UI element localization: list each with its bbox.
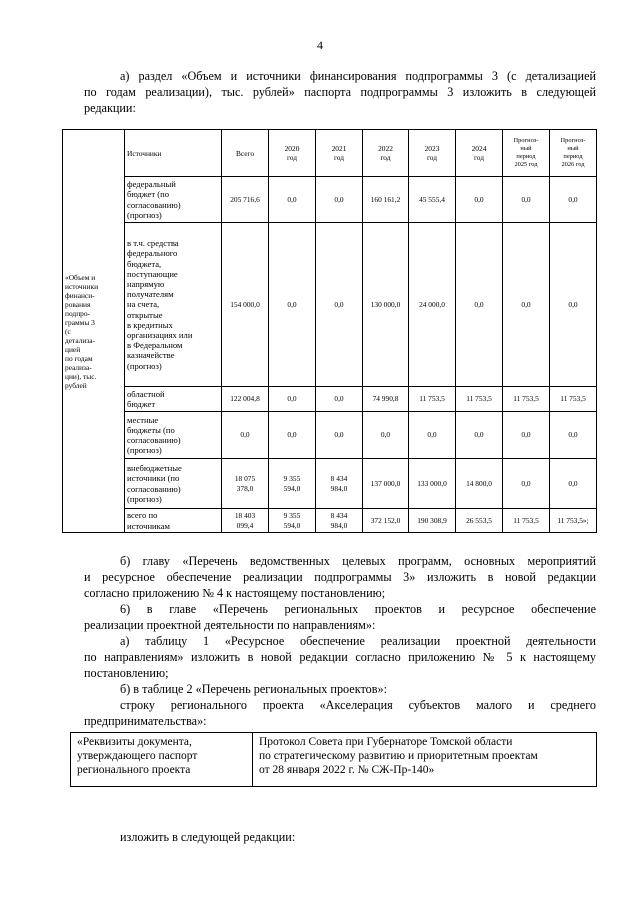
source-line: внебюджетные (127, 463, 182, 474)
cell-line: год (426, 153, 438, 162)
header-2023 (409, 130, 456, 177)
value-cell (316, 177, 363, 223)
value-line: 0,0 (521, 430, 531, 440)
table-row (63, 387, 597, 412)
cell-line: утверждающего паспорт (77, 750, 198, 762)
source-line: местные (127, 414, 159, 425)
source-line: поступающие (127, 268, 178, 279)
source-line: получателям (127, 289, 174, 300)
value-line: 0,0 (287, 394, 297, 404)
value-line: 984,0 (330, 483, 348, 493)
intro-line: редакции: (84, 101, 136, 115)
table-header-row (63, 130, 597, 177)
source-line: бюджеты (по (127, 424, 175, 435)
requisites-label-cell (71, 733, 253, 787)
value-cell (456, 509, 503, 533)
value-cell (363, 509, 409, 533)
value-line: 160 161,2 (370, 194, 401, 204)
intro-line: по годам реализации), тыс. рублей» паспорта подпрограммы 3 изложить в следующей (84, 85, 596, 99)
value-line: 11 753,5 (466, 394, 492, 404)
left-label (65, 273, 122, 390)
requisites-table (70, 732, 597, 787)
value-cell (363, 223, 409, 387)
value-line: 8 434 (330, 473, 348, 483)
value-cell (269, 459, 316, 509)
value-line: 130 000,0 (370, 299, 401, 309)
paragraph-row-project (84, 697, 596, 729)
value-line: 0,0 (334, 194, 344, 204)
value-line: 190 308,9 (417, 515, 447, 525)
value-line: 11 753,5 (560, 394, 586, 404)
header-forecast-2026 (550, 130, 597, 177)
value-cell (550, 459, 597, 509)
value-line: 0,0 (568, 299, 578, 309)
table-row (63, 223, 597, 387)
value-cell (363, 387, 409, 412)
value-cell (222, 459, 269, 509)
left-label-line: финанси- (65, 290, 95, 300)
value-line: 74 990,8 (372, 394, 399, 404)
value-line: 11 753,5 (419, 394, 445, 404)
paragraph-line: согласно приложению № 4 к настоящему постановлению; (84, 586, 386, 600)
closing-line: изложить в следующей редакции: (120, 830, 296, 844)
source-line: бюджет (по (127, 189, 170, 200)
value-cell (409, 459, 456, 509)
left-label-line: цией (65, 344, 81, 354)
source-line: организациях или (127, 330, 193, 340)
value-cell (363, 459, 409, 509)
source-line: согласованию) (127, 435, 181, 445)
source-line: всего по (127, 510, 158, 521)
paragraph-b-table2 (84, 681, 596, 697)
value-cell (222, 412, 269, 459)
paragraph-line: по направлениям» изложить в новой редакции согласно приложению № 5 к настоящему (84, 650, 596, 664)
paragraph-line: строку регионального проекта «Акселерация субъектов малого и среднего (120, 698, 596, 712)
value-line: 154 000,0 (230, 299, 260, 309)
header-forecast-2025 (503, 130, 550, 177)
source-cell (125, 412, 222, 459)
source-cell (125, 223, 222, 387)
header-2024 (456, 130, 503, 177)
cell-line: 2021 (331, 144, 347, 153)
value-cell (409, 177, 456, 223)
value-line: 18 075 (234, 473, 256, 483)
cell-line: по стратегическому развитию и приоритетным проектам (259, 750, 538, 762)
left-label-line: «Объем и (65, 272, 96, 282)
value-line: 0,0 (287, 430, 297, 440)
value-line: 0,0 (474, 194, 484, 204)
table-row (63, 509, 597, 533)
closing-paragraph (84, 829, 596, 845)
source-line: (прогноз) (127, 445, 162, 456)
value-cell (456, 223, 503, 387)
value-cell (550, 223, 597, 387)
value-line: 0,0 (568, 478, 578, 488)
value-line: 984,0 (330, 520, 348, 530)
cell-line: 2020 (284, 144, 300, 153)
value-cell (316, 387, 363, 412)
value-line: 45 555,4 (419, 194, 445, 204)
value-cell (363, 177, 409, 223)
value-line: 24 000,0 (419, 299, 445, 309)
value-line: 0,0 (287, 194, 297, 204)
paragraph-line: 6) в главе «Перечень региональных проектов и ресурсное обеспечение (120, 602, 596, 616)
paragraph-line: б) главу «Перечень ведомственных целевых программ, основных мероприятий (120, 554, 596, 568)
left-label-line: рования (65, 299, 91, 309)
source-line: согласованию) (127, 483, 181, 494)
value-line: 372 152,0 (370, 515, 401, 525)
value-line: 594,0 (283, 520, 301, 530)
value-cell (550, 177, 597, 223)
paragraph-6-chapter (84, 601, 596, 633)
cell-line: период (563, 153, 583, 160)
requisites-value-cell (253, 733, 597, 787)
value-cell (503, 459, 550, 509)
cell-line: год (473, 153, 485, 162)
value-cell (409, 223, 456, 387)
cell-line: год (286, 153, 298, 162)
source-line: источникам (127, 520, 170, 531)
value-cell (316, 459, 363, 509)
cell-line: ный (520, 145, 532, 152)
value-cell (269, 387, 316, 412)
intro-line: а) раздел «Объем и источники финансирования подпрограммы 3 (с детализацией (120, 69, 596, 83)
value-line: 205 716,6 (230, 194, 260, 204)
paragraph-b-chapter (84, 553, 596, 601)
value-cell (503, 387, 550, 412)
source-cell (125, 387, 222, 412)
value-line: 0,0 (380, 430, 391, 440)
value-cell (409, 509, 456, 533)
cell-line: регионального проекта (77, 764, 191, 776)
value-line: 594,0 (283, 483, 301, 493)
value-cell (503, 177, 550, 223)
value-line: 8 434 (330, 510, 348, 520)
source-line: бюджета, (127, 258, 162, 269)
value-line: 0,0 (474, 430, 484, 440)
paragraph-a-table1 (84, 633, 596, 681)
cell-line: 2025 год (514, 161, 538, 168)
value-cell (222, 177, 269, 223)
paragraph-line: а) таблицу 1 «Ресурсное обеспечение реализации проектной деятельности (120, 634, 596, 648)
source-line: областной (127, 388, 165, 399)
paragraph-line: постановлению; (84, 666, 169, 680)
source-line: источники (по (127, 473, 180, 484)
value-cell (456, 387, 503, 412)
value-cell (316, 223, 363, 387)
source-line: казначействе (127, 350, 175, 361)
value-cell (550, 509, 597, 533)
source-cell (125, 459, 222, 509)
table-row (63, 459, 597, 509)
value-line: 11 753,5 (513, 515, 539, 525)
value-cell (269, 223, 316, 387)
value-line: 0,0 (240, 430, 250, 440)
source-line: (прогноз) (127, 360, 162, 371)
value-line: 9 355 (283, 510, 301, 520)
value-cell (409, 412, 456, 459)
value-cell (316, 412, 363, 459)
cell-line: 2024 (471, 144, 487, 153)
left-label-line: (с (65, 326, 71, 336)
paragraph-line: предпринимательства»: (84, 714, 207, 728)
header-2022 (363, 130, 409, 177)
left-label-line: подпро- (65, 308, 91, 318)
value-line: 122 004,8 (230, 394, 260, 404)
value-line: 11 753,5 (513, 394, 539, 404)
value-cell (550, 412, 597, 459)
value-cell (222, 223, 269, 387)
table-row (63, 412, 597, 459)
cell-line: 2026 год (561, 161, 585, 168)
source-line: согласованию) (127, 199, 181, 210)
value-line: 26 553,5 (466, 515, 492, 525)
page-number: 4 (317, 38, 323, 52)
value-cell (269, 177, 316, 223)
source-line: на счета, (127, 299, 160, 310)
cell-line: ный (567, 145, 579, 152)
value-cell (222, 387, 269, 412)
left-label-line: источники (65, 281, 99, 291)
value-line: 0,0 (521, 194, 531, 204)
paragraph-line: б) в таблице 2 «Перечень региональных проектов»: (120, 682, 387, 696)
left-label-cell (63, 130, 125, 533)
value-line: 0,0 (568, 194, 578, 204)
source-line: федерального (127, 248, 178, 259)
value-line: 0,0 (287, 299, 297, 309)
value-line: 133 000,0 (417, 478, 447, 488)
cell-line: 2023 (424, 144, 440, 153)
value-line: 378,0 (236, 483, 254, 493)
value-cell (503, 509, 550, 533)
source-line: в т.ч. средства (127, 238, 179, 249)
value-cell (456, 177, 503, 223)
left-label-line: детализа- (65, 335, 96, 345)
value-cell (550, 387, 597, 412)
value-cell (456, 459, 503, 509)
header-source: Источники (125, 130, 222, 177)
value-cell (503, 223, 550, 387)
value-cell (316, 509, 363, 533)
left-label-line: граммы 3 (65, 317, 95, 327)
table-row (63, 177, 597, 223)
cell-line: от 28 января 2022 г. № СЖ-Пр-140» (259, 764, 435, 776)
left-label-line: рублей (65, 380, 87, 390)
paragraph-line: и ресурсное обеспечение реализации подпрограммы 3» изложить в новой редакции (84, 570, 596, 584)
source-line: в Федеральном (127, 340, 183, 351)
table-row (71, 733, 597, 787)
value-line: 0,0 (427, 430, 437, 440)
value-line: 11 753,5»; (557, 515, 589, 525)
left-label-line: реализа- (65, 362, 92, 372)
cell-line: период (516, 153, 536, 160)
source-line: напрямую (127, 278, 165, 289)
paragraph-line: реализации проектной деятельности по направлениям»: (84, 618, 376, 632)
cell-line: год (380, 153, 391, 162)
value-cell (222, 509, 269, 533)
value-line: 14 800,0 (466, 478, 492, 488)
value-line: 137 000,0 (370, 478, 401, 488)
cell-line: Протокол Совета при Губернаторе Томской области (259, 736, 513, 748)
cell-line: «Реквизиты документа, (77, 736, 192, 748)
left-label-line: ции), тыс. (65, 371, 97, 381)
value-cell (269, 412, 316, 459)
value-line: 18 403 (234, 510, 256, 520)
source-cell (125, 177, 222, 223)
header-2021 (316, 130, 363, 177)
value-line: 0,0 (334, 430, 344, 440)
header-total: Всего (222, 130, 269, 177)
source-line: федеральный (127, 179, 176, 190)
value-line: 9 355 (283, 473, 301, 483)
value-line: 0,0 (521, 299, 531, 309)
source-line: (прогноз) (127, 493, 162, 504)
source-cell (125, 509, 222, 533)
value-cell (503, 412, 550, 459)
source-line: открытые (127, 309, 163, 320)
header-2020 (269, 130, 316, 177)
value-line: 0,0 (474, 299, 484, 309)
value-line: 0,0 (568, 430, 578, 440)
value-line: 0,0 (334, 394, 344, 404)
value-cell (456, 412, 503, 459)
value-line: 0,0 (521, 478, 531, 488)
financing-table (62, 129, 597, 533)
value-cell (409, 387, 456, 412)
cell-line: 2022 (378, 144, 393, 153)
cell-line: год (333, 153, 345, 162)
source-line: бюджет (127, 399, 156, 409)
cell-line: Прогноз- (560, 137, 586, 144)
source-line: (прогноз) (127, 209, 162, 220)
value-line: 099,4 (236, 520, 254, 530)
value-line: 0,0 (334, 299, 344, 309)
cell-line: Прогноз- (513, 137, 539, 144)
left-label-line: по годам (65, 353, 93, 363)
source-line: в кредитных (127, 319, 173, 330)
intro-paragraph (84, 68, 596, 116)
value-cell (363, 412, 409, 459)
value-cell (269, 509, 316, 533)
